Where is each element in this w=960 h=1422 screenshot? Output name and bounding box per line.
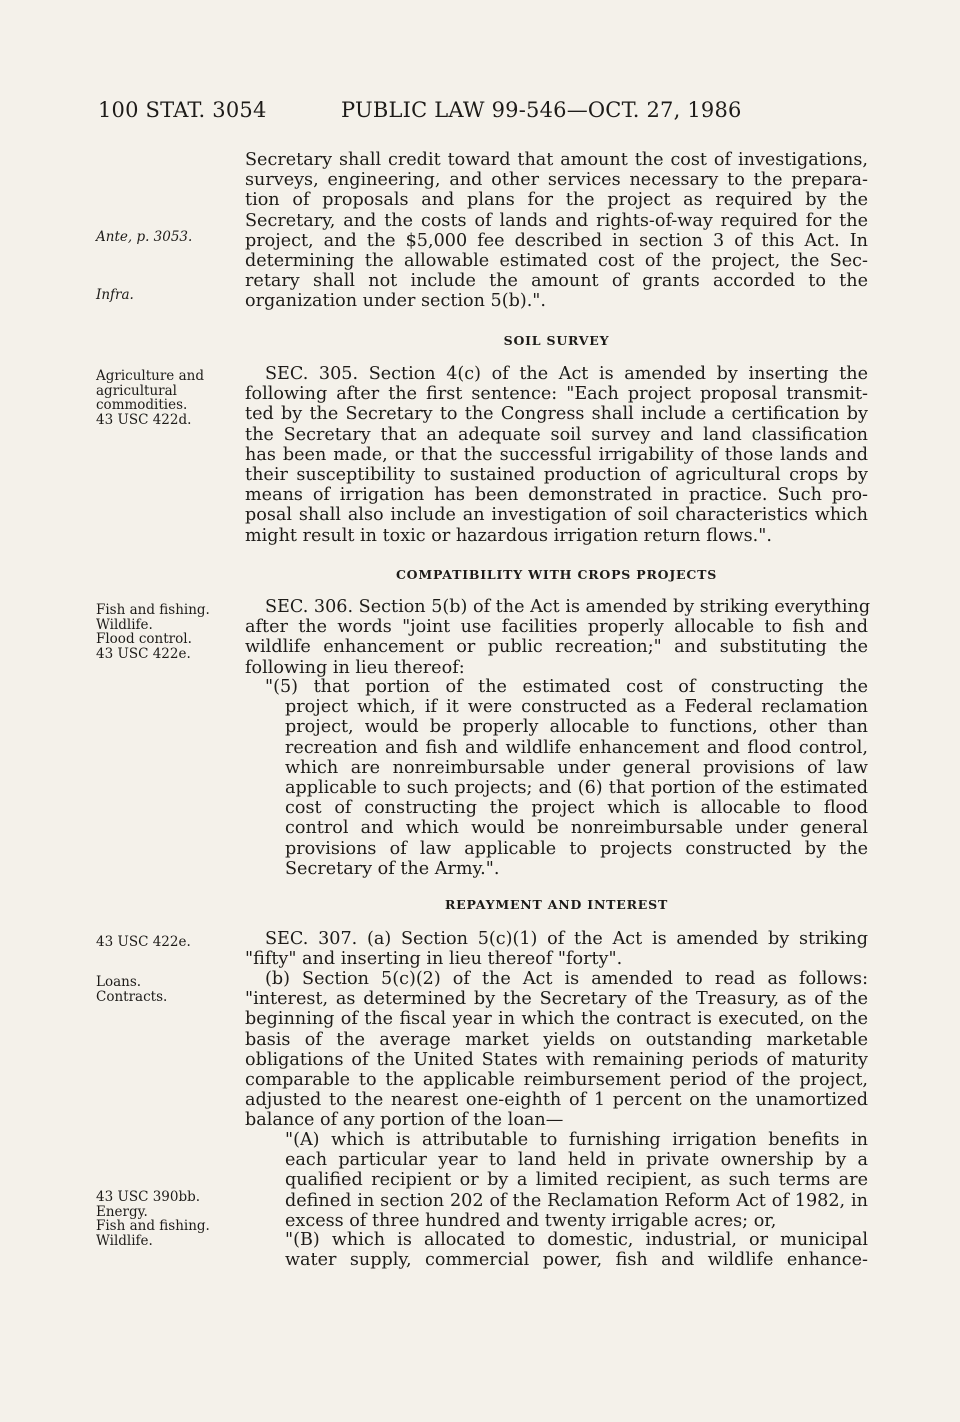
heading-repayment: REPAYMENT AND INTEREST — [444, 897, 669, 912]
section-307b-clause-a: "(A) which is attributable to furnishing irrigation benefits in each particular year to land held in private ownership by a qualified recipient or by a limited recipient, as such terms are defined in section 202 of the Reclamation Reform Act of 1982, in excess of three hundred and twenty irrigable acres; or, — [285, 1130, 868, 1231]
section-306-quote: "(5) that portion of the estimated cost of constructing the project which, if it were constructed as a Federal reclamation project, would be properly allocable to functions, other than recreation and fish and wildlife enhancement and flood control, which are nonreimbursable under general provisions of law applicable to such projects; and (6) that portion of the estimated cost of constructing the project which is allocable to flood control and which would be nonreimbursable under general provisions of law applicable to projects constructed by the Secretary of the Army.". — [265, 677, 868, 879]
margin-note-agriculture: Agriculture and agricultural commodities. 43 USC 422d. — [96, 368, 204, 428]
section-307b: (b) Section 5(c)(2) of the Act is amended to read as follows: "interest, as determined by the Secretary of the Treasury, as of the beginning of the fiscal year in which the contract is executed, on the basis of the average market yields on outstanding marketable obligations of the United States with remaining periods of maturity comparable to the applicable reimbursement period of the project, adjusted to the nearest one-eighth of 1 percent on the unamortized balance of any portion of the loan— — [245, 969, 868, 1131]
statute-citation: 100 STAT. 3054 — [98, 98, 267, 122]
section-307a: SEC. 307. (a) Section 5(c)(1) of the Act is amended by striking "fifty" and inserting in lieu thereof "forty". — [245, 929, 868, 970]
section-307b-clause-b: "(B) which is allocated to domestic, industrial, or municipal water supply, commercial power, fish and wildlife enhance- — [285, 1230, 868, 1271]
running-head — [98, 98, 858, 126]
margin-note-usc-422e: 43 USC 422e. — [96, 934, 191, 950]
section-305: SEC. 305. Section 4(c) of the Act is amended by inserting the following after the first sentence: "Each project proposal transmit- ted by the Secretary to the Congress shall include a certification by the Secretary that an adequate soil survey and land classification has been made, or that the successful irrigability of those lands and their susceptibility to sustained production of agricultural crops by means of irrigation has been demonstrated in practice. Such pro- posal shall also include an investigation of soil characteristics which might result in toxic or hazardous irrigation return flows.". — [245, 364, 868, 546]
public-law-citation: PUBLIC LAW 99-546—OCT. 27, 1986 — [341, 98, 742, 122]
heading-compatibility: COMPATIBILITY WITH CROPS PROJECTS — [395, 567, 718, 582]
margin-note-ante: Ante, p. 3053. — [96, 229, 193, 245]
margin-note-loans: Loans. Contracts. — [96, 974, 168, 1005]
section-306: SEC. 306. Section 5(b) of the Act is amended by striking everything after the words "joint use facilities properly allocable to fish and wildlife enhancement or public recreation;" and substituting the following in lieu thereof: — [245, 597, 871, 678]
margin-note-energy: 43 USC 390bb. Energy. Fish and fishing. Wildlife. — [96, 1189, 210, 1249]
margin-note-fish-wildlife: Fish and fishing. Wildlife. Flood control. 43 USC 422e. — [96, 602, 210, 662]
intro-paragraph: Secretary shall credit toward that amount the cost of investigations, surveys, engineering, and other services necessary to the prepara- tion of proposals and plans for the project as required by the Secretary, and the costs of lands and rights-of-way required for the project, and the $5,000 fee described in section 3 of this Act. In determining the allowable estimated cost of the project, the Sec- retary shall not include the amount of grants accorded to the organization under section 5(b).". — [245, 150, 868, 312]
margin-note-infra: Infra. — [96, 287, 134, 303]
heading-soil-survey: SOIL SURVEY — [503, 333, 610, 348]
